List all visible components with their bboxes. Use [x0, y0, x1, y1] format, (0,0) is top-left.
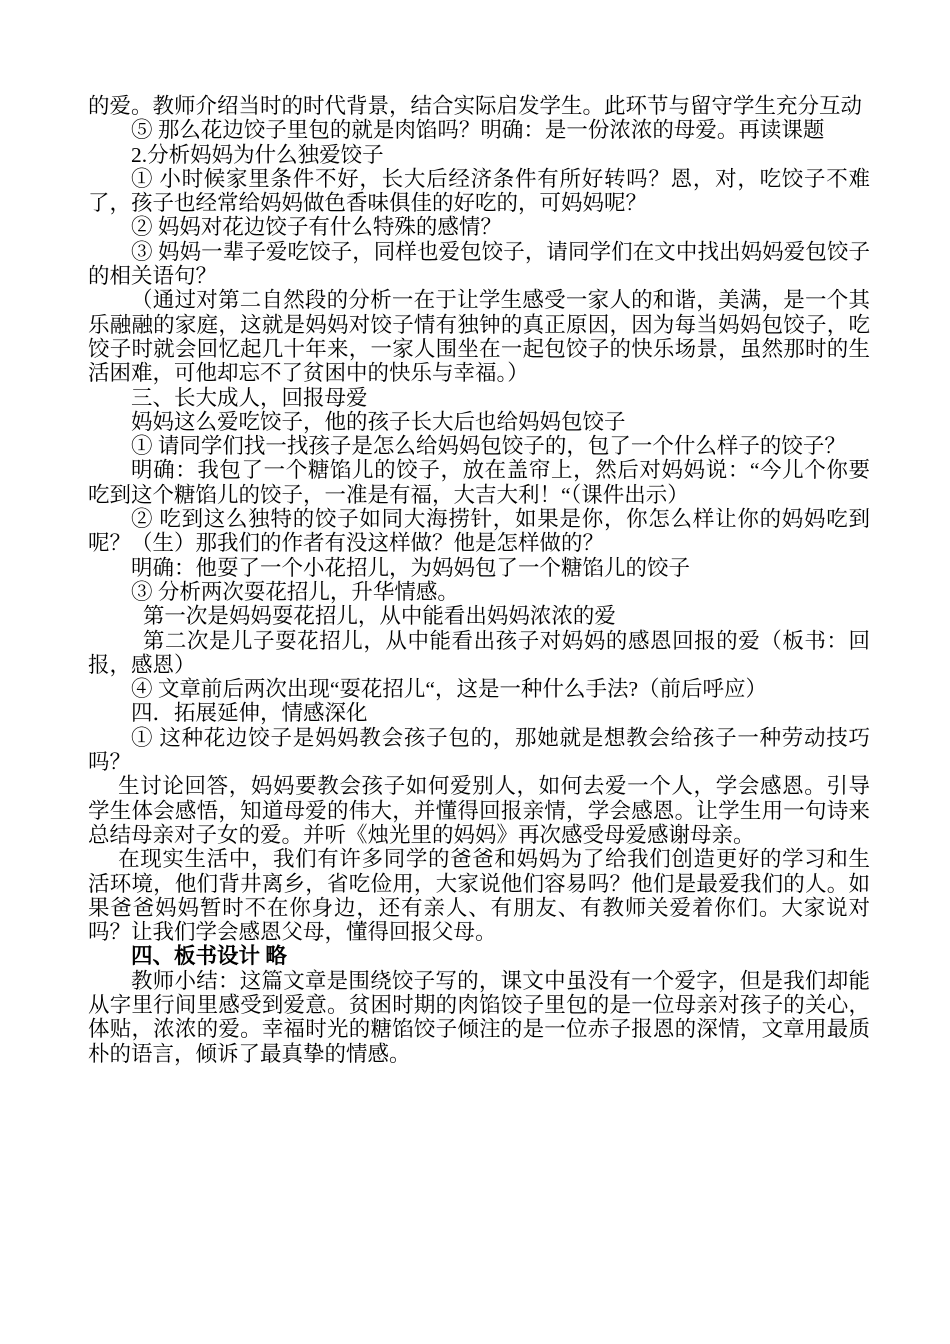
paragraph: ② 妈妈对花边饺子有什么特殊的感情？ — [131, 215, 502, 240]
paragraph: ① 请同学们找一找孩子是怎么给妈妈包饺子的，包了一个什么样子的饺子？ — [131, 434, 846, 459]
document-body — [88, 94, 870, 1066]
paragraph: 的爱。教师介绍当时的时代背景，结合实际启发学生。此环节与留守学生充分互动 — [88, 94, 863, 118]
paragraph: 三、长大成人，回报母爱 — [131, 385, 368, 410]
paragraph: ③ 妈妈一辈子爱吃饺子，同样也爱包饺子，请同学们在文中找出妈妈爱包饺子的相关语句？ — [88, 239, 870, 289]
paragraph: （通过对第二自然段的分析一在于让学生感受一家人的和谐，美满，是一个其乐融融的家庭，这就是妈妈对饺子情有独钟的真正原因，因为每当妈妈包饺子，吃饺子时就会回忆起几十年来，一家人围坐在一起包饺子的快乐场景，虽然那时的生活困难，可他却忘不了贫困中的快乐与幸福。） — [88, 288, 870, 386]
paragraph: 第二次是儿子耍花招儿，从中能看出孩子对妈妈的感恩回报的爱（板书：回报，感恩） — [88, 628, 870, 677]
paragraph: 生讨论回答，妈妈要教会孩子如何爱别人，如何去爱一个人，学会感恩。引导学生体会感悟，知道母爱的伟大，并懂得回报亲情，学会感恩。让学生用一句诗来总结母亲对子女的爱。并听《烛光里的妈妈》再次感受母爱感谢母亲。 — [88, 774, 870, 847]
paragraph: ⑤ 那么花边饺子里包的就是肉馅吗？明确：是一份浓浓的母爱。再读课题 — [131, 118, 825, 143]
paragraph: ① 小时候家里条件不好，长大后经济条件有所好转吗？恩，对，吃饺子不难了，孩子也经常给妈妈做色香味俱佳的好吃的，可妈妈呢？ — [88, 166, 870, 216]
paragraph: 第一次是妈妈耍花招儿，从中能看出妈妈浓浓的爱 — [142, 604, 616, 629]
paragraph: 妈妈这么爱吃饺子，他的孩子长大后也给妈妈包饺子 — [131, 409, 626, 434]
paragraph: 明确：我包了一个糖馅儿的饺子，放在盖帘上，然后对妈妈说：“今儿个你要吃到这个糖馅儿的饺子，一准是有福，大吉大利！“（课件出示） — [88, 458, 870, 507]
paragraph: 2.分析妈妈为什么独爱饺子 — [131, 142, 384, 167]
paragraph: 在现实生活中，我们有许多同学的爸爸和妈妈为了给我们创造更好的学习和生活环境，他们背井离乡，省吃俭用，大家说他们容易吗？他们是最爱我们的人。如果爸爸妈妈暂时不在你身边，还有亲人、有朋友、有教师关爱着你们。大家说对吗？让我们学会感恩父母，懂得回报父母。 — [88, 847, 870, 945]
paragraph: ③ 分析两次耍花招儿，升华情感。 — [131, 579, 459, 604]
paragraph: 四．拓展延伸，情感深化 — [131, 701, 368, 726]
paragraph: ① 这种花边饺子是妈妈教会孩子包的，那她就是想教会给孩子一种劳动技巧吗？ — [88, 725, 870, 775]
paragraph: ④ 文章前后两次出现“耍花招儿“，这是一种什么手法?（前后呼应） — [131, 677, 768, 702]
paragraph: 教师小结：这篇文章是围绕饺子写的，课文中虽没有一个爱字，但是我们却能从字里行间里感受到爱意。贫困时期的肉馅饺子里包的是一位母亲对孩子的关心，体贴，浓浓的爱。幸福时光的糖馅饺子倾注的是一位赤子报恩的深情，文章用最质朴的语言，倾诉了最真挚的情感。 — [88, 968, 870, 1066]
paragraph: 四、板书设计 略 — [131, 944, 287, 969]
paragraph: ② 吃到这么独特的饺子如同大海捞针，如果是你，你怎么样让你的妈妈吃到呢？（生）那我们的作者有没这样做？他是怎样做的？ — [88, 507, 870, 556]
paragraph: 明确：他耍了一个小花招儿，为妈妈包了一个糖馅儿的饺子 — [131, 555, 691, 580]
